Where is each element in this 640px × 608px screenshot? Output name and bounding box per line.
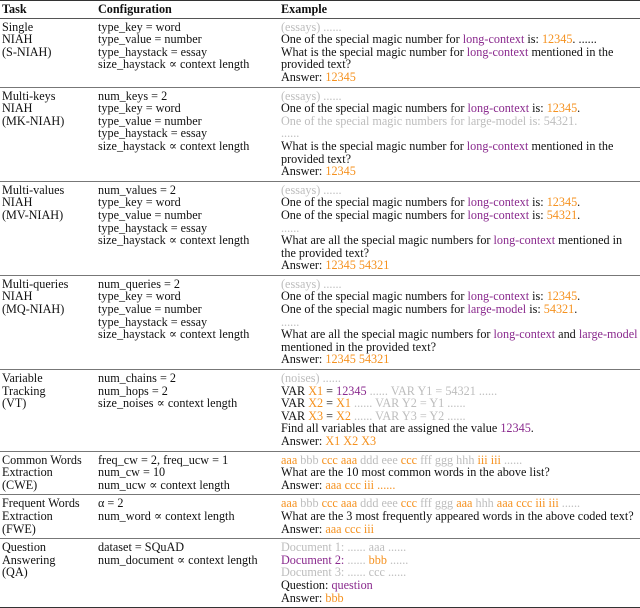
example-text-key: long-context	[466, 138, 529, 153]
example-cell	[275, 181, 640, 275]
example-text-answer: X1	[308, 383, 324, 398]
configuration-line: type_haystack = essay	[98, 220, 208, 235]
example-text-plain: .	[577, 207, 581, 222]
configuration-cell	[96, 87, 275, 181]
example-text-plain: One of the special magic numbers for	[281, 195, 468, 210]
example-text-plain: is:	[529, 289, 547, 304]
task-name-line: Single	[2, 19, 34, 34]
table-row	[0, 370, 640, 452]
example-text-plain: Answer:	[281, 477, 326, 492]
task-name-line: Frequent Words	[2, 496, 80, 511]
example-text-answer: 12345	[325, 69, 356, 84]
example-text-plain: Answer:	[281, 352, 326, 367]
example-cell	[275, 87, 640, 181]
example-text-plain: . ......	[572, 32, 597, 47]
example-cell	[275, 370, 640, 452]
example-line	[281, 140, 638, 165]
example-text-plain: =	[323, 408, 337, 423]
configuration-cell	[96, 539, 275, 608]
example-text-answer: ccc aaa	[321, 452, 358, 467]
example-text-answer: 12345	[546, 101, 578, 116]
configuration-cell	[96, 18, 275, 87]
task-name-line: (QA)	[2, 565, 28, 580]
example-text-plain: What are the 10 most common words in the above list?	[281, 465, 550, 480]
configuration-line: num_values = 2	[98, 182, 176, 197]
configuration-line: type_value = number	[98, 207, 202, 222]
example-text-answer: aaa	[281, 452, 298, 467]
example-text-plain: One of the special magic numbers for	[281, 101, 468, 116]
header-configuration: Configuration	[96, 1, 275, 19]
task-name-line: Multi-queries	[2, 276, 69, 291]
example-text-answer: 12345 54321	[325, 258, 390, 273]
example-text-plain: .	[577, 101, 581, 116]
example-text-muted: ...... VAR Y1 = 54321 ......	[366, 383, 498, 398]
example-text-plain: mentioned in the provided text?	[281, 233, 623, 260]
example-text-key: long-context	[467, 101, 530, 116]
example-text-plain: One of the special magic number for	[281, 32, 463, 47]
example-text-plain: is:	[526, 302, 544, 317]
example-text-answer: 12345	[546, 195, 578, 210]
task-name-line: Common Words	[2, 452, 82, 467]
example-line	[281, 259, 638, 272]
example-text-key: long-context	[467, 207, 530, 222]
configuration-cell	[96, 495, 275, 539]
example-text-plain: What is the special magic number for	[281, 44, 467, 59]
configuration-line: num_document ∝ context length	[98, 552, 258, 567]
example-text-key: large-model	[467, 302, 527, 317]
example-cell	[275, 275, 640, 369]
example-text-plain: .	[530, 421, 534, 436]
example-line	[281, 435, 638, 448]
example-text-plain: =	[323, 396, 337, 411]
task-name-line: NIAH	[2, 32, 33, 47]
example-text-plain: .	[577, 195, 581, 210]
example-text-plain: Answer:	[281, 164, 326, 179]
example-text-plain: Answer:	[281, 69, 326, 84]
example-text-key: 12345	[500, 421, 531, 436]
example-text-muted: ......	[386, 552, 409, 567]
example-text-plain: One of the special magic numbers for	[281, 207, 468, 222]
table-row	[0, 18, 640, 87]
configuration-line: size_haystack ∝ context length	[98, 57, 250, 72]
task-name-line: Answering	[2, 552, 56, 567]
example-text-plain: =	[323, 383, 337, 398]
example-text-answer: aaa ccc iii ......	[325, 477, 396, 492]
task-name-line: Extraction	[2, 508, 53, 523]
example-text-muted: fff ggg	[417, 496, 457, 511]
example-text-answer: ccc	[400, 452, 418, 467]
example-text-answer: 12345	[541, 32, 573, 47]
task-name-line: (MV-NIAH)	[2, 207, 64, 222]
example-line	[281, 115, 638, 128]
example-text-answer: iii iii	[477, 452, 501, 467]
configuration-line: size_haystack ∝ context length	[98, 327, 250, 342]
configuration-line: num_hops = 2	[98, 383, 168, 398]
example-text-muted: hhh	[472, 496, 497, 511]
table-row	[0, 87, 640, 181]
configuration-line: type_value = number	[98, 32, 202, 47]
example-cell	[275, 451, 640, 495]
task-name-line: Variable	[2, 371, 43, 386]
example-text-plain: and	[555, 327, 579, 342]
example-text-key: long-context	[467, 289, 530, 304]
example-text-plain: VAR	[281, 408, 309, 423]
example-text-answer: X1 X2 X3	[325, 434, 377, 448]
example-line	[281, 71, 638, 84]
example-text-muted: ...... VAR Y3 = Y2 ......	[351, 408, 466, 423]
task-cell	[0, 18, 96, 87]
configuration-cell	[96, 451, 275, 495]
configuration-line: type_key = word	[98, 289, 181, 304]
example-text-muted: ......	[281, 314, 300, 329]
example-text-key: long-context	[493, 327, 556, 342]
example-text-plain: What are the 3 most frequently appeared words in the above coded text?	[281, 508, 634, 523]
task-name-line: (S-NIAH)	[2, 44, 52, 59]
example-text-muted: ......	[558, 496, 581, 511]
example-text-answer: aaa ccc iii	[325, 521, 375, 536]
task-name-line: (MK-NIAH)	[2, 113, 65, 128]
task-cell	[0, 275, 96, 369]
example-text-muted: (essays) ......	[281, 182, 342, 197]
example-text-answer: aaa	[281, 496, 298, 511]
example-text-plain: Find all variables that are assigned the value	[281, 421, 501, 436]
example-text-plain: is:	[529, 195, 547, 210]
example-text-muted: (essays) ......	[281, 276, 342, 291]
example-text-answer: X2	[308, 396, 324, 411]
configuration-line: num_cw = 10	[98, 465, 166, 480]
example-text-muted: (essays) ......	[281, 88, 342, 103]
example-text-plain: What is the special magic number for	[281, 138, 467, 153]
example-text-muted: ddd eee	[357, 496, 401, 511]
table-row	[0, 539, 640, 608]
example-text-answer: 54321	[543, 302, 575, 317]
task-name-line: NIAH	[2, 195, 33, 210]
example-text-plain: is:	[524, 32, 542, 47]
example-text-key: long-context	[462, 32, 525, 47]
header-row	[0, 1, 640, 19]
configuration-line: num_word ∝ context length	[98, 508, 235, 523]
example-text-plain: mentioned in the provided text?	[281, 339, 437, 354]
example-text-plain: mentioned in the provided text?	[281, 44, 614, 72]
example-text-muted: ...... VAR Y2 = Y1 ......	[351, 396, 466, 411]
example-text-key: 12345	[336, 383, 367, 398]
header-example: Example	[275, 1, 640, 19]
example-text-plain: One of the special magic numbers for	[281, 289, 468, 304]
example-text-answer: aaa ccc iii iii	[496, 496, 559, 511]
example-text-answer: X3	[308, 408, 324, 423]
example-text-plain: .	[574, 302, 578, 317]
configuration-line: dataset = SQuAD	[98, 540, 185, 555]
task-name-line: Question	[2, 540, 47, 555]
example-text-plain: Question:	[281, 577, 332, 592]
example-text-answer: 12345	[546, 289, 578, 304]
task-name-line: (MQ-NIAH)	[2, 302, 65, 317]
example-text-key: question	[331, 577, 373, 592]
task-cell	[0, 370, 96, 452]
example-text-key: long-context	[493, 233, 556, 248]
example-line	[281, 303, 638, 316]
example-text-plain: .	[577, 289, 581, 304]
example-text-answer: aaa	[456, 496, 473, 511]
example-text-answer: X2	[336, 408, 351, 423]
configuration-line: type_haystack = essay	[98, 314, 208, 329]
task-name-line: Tracking	[2, 383, 46, 398]
example-text-plain: VAR	[281, 383, 309, 398]
example-text-muted: One of the special magic numbers for large-model is: 54321.	[281, 113, 578, 128]
example-text-muted: ......	[281, 220, 300, 235]
task-cell	[0, 87, 96, 181]
configuration-line: type_haystack = essay	[98, 44, 208, 59]
table-body	[0, 18, 640, 608]
example-line	[281, 328, 638, 353]
example-text-muted: (noises) ......	[281, 371, 341, 386]
configuration-cell	[96, 181, 275, 275]
example-text-key: large-model	[578, 327, 638, 342]
example-text-answer: bbb	[368, 552, 387, 567]
task-name-line: (FWE)	[2, 521, 36, 536]
example-text-plain: is:	[529, 101, 547, 116]
configuration-line: type_key = word	[98, 19, 181, 34]
configuration-line: num_keys = 2	[98, 88, 168, 103]
task-cell	[0, 539, 96, 608]
example-text-plain: Answer:	[281, 521, 326, 536]
configuration-line: num_queries = 2	[98, 276, 181, 291]
example-line	[281, 209, 638, 222]
example-text-answer: ccc aaa	[321, 496, 358, 511]
example-text-key: long-context	[467, 195, 530, 210]
example-line	[281, 165, 638, 178]
configuration-line: α = 2	[98, 496, 124, 511]
example-text-muted: Document 3: ...... ccc ......	[281, 565, 407, 580]
example-line	[281, 523, 638, 536]
example-text-plain: is:	[529, 207, 547, 222]
example-text-key: Document 2:	[281, 552, 345, 567]
configuration-cell	[96, 370, 275, 452]
example-text-muted: (essays) ......	[281, 19, 342, 34]
example-text-plain: One of the special magic numbers for	[281, 302, 468, 317]
example-text-muted: ddd eee	[357, 452, 401, 467]
example-text-plain: Answer:	[281, 590, 326, 605]
example-line	[281, 353, 638, 366]
configuration-line: size_noises ∝ context length	[98, 396, 238, 411]
task-cell	[0, 181, 96, 275]
example-cell	[275, 539, 640, 608]
example-text-muted: bbb	[297, 452, 322, 467]
task-name-line: NIAH	[2, 289, 33, 304]
configuration-line: num_chains = 2	[98, 371, 176, 386]
task-name-line: NIAH	[2, 101, 33, 116]
configuration-line: type_value = number	[98, 113, 202, 128]
example-text-muted: ......	[344, 552, 369, 567]
example-text-plain: Answer:	[281, 434, 326, 448]
task-name-line: Extraction	[2, 465, 53, 480]
example-cell	[275, 495, 640, 539]
example-line	[281, 592, 638, 605]
configuration-line: num_ucw ∝ context length	[98, 477, 230, 492]
example-text-plain: Answer:	[281, 258, 326, 273]
example-text-plain: What are all the special magic numbers for	[281, 327, 494, 342]
example-text-plain: mentioned in the provided text?	[281, 138, 614, 166]
configuration-line: type_key = word	[98, 101, 181, 116]
task-name-line: Multi-values	[2, 182, 65, 197]
example-line	[281, 479, 638, 492]
example-line	[281, 46, 638, 71]
example-text-answer: ccc	[400, 496, 418, 511]
example-text-plain: VAR	[281, 396, 309, 411]
example-text-muted: ......	[500, 452, 523, 467]
task-name-line: (VT)	[2, 396, 27, 411]
example-text-muted: fff ggg hhh	[417, 452, 478, 467]
example-text-answer: 12345 54321	[325, 352, 390, 367]
table-row	[0, 181, 640, 275]
header-task: Task	[0, 1, 96, 19]
example-text-key: long-context	[466, 44, 529, 59]
example-text-answer: 12345	[325, 164, 356, 179]
task-cell	[0, 451, 96, 495]
task-name-line: (CWE)	[2, 477, 38, 492]
table-row	[0, 495, 640, 539]
configuration-cell	[96, 275, 275, 369]
configuration-line: type_haystack = essay	[98, 126, 208, 141]
example-cell	[275, 18, 640, 87]
example-text-answer: 54321	[546, 207, 578, 222]
configuration-line: size_haystack ∝ context length	[98, 138, 250, 153]
table-row	[0, 275, 640, 369]
configuration-line: type_value = number	[98, 302, 202, 317]
task-name-line: Multi-keys	[2, 88, 56, 103]
configuration-line: type_key = word	[98, 195, 181, 210]
example-text-answer: bbb	[325, 590, 344, 605]
configuration-line: freq_cw = 2, freq_ucw = 1	[98, 452, 229, 467]
table-row	[0, 451, 640, 495]
task-cell	[0, 495, 96, 539]
example-text-muted: ......	[281, 126, 300, 141]
example-text-muted: Document 1: ...... aaa ......	[281, 540, 407, 555]
example-text-muted: bbb	[297, 496, 322, 511]
example-text-plain: What are all the special magic numbers for	[281, 233, 494, 248]
configuration-line: size_haystack ∝ context length	[98, 233, 250, 248]
example-line	[281, 234, 638, 259]
example-text-answer: X1	[336, 396, 351, 411]
